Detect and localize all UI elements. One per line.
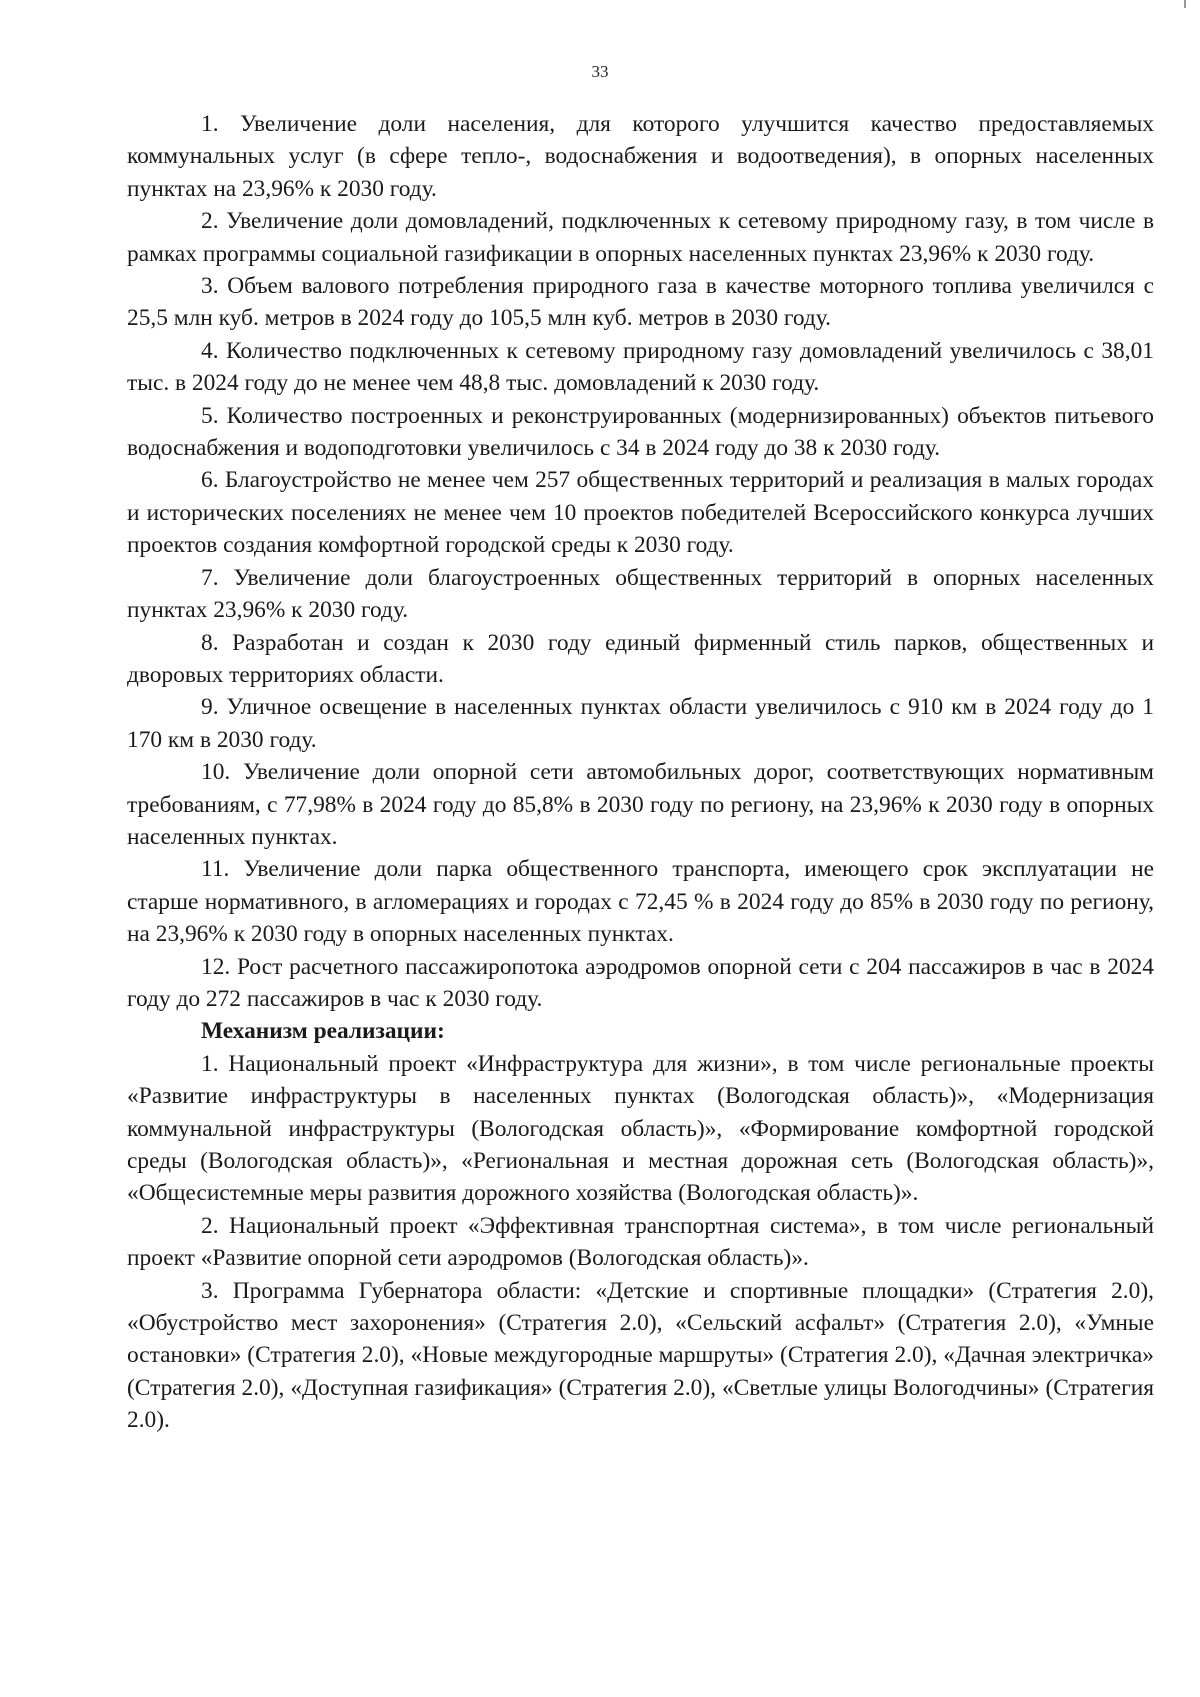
mechanism-paragraph-2: 2. Национальный проект «Эффективная транспортная система», в том числе региональный проект «Развитие опорной сети аэродромов (Вологодская область)».	[127, 1212, 1154, 1272]
mechanism-paragraph-3: 3. Программа Губернатора области: «Детские и спортивные площадки» (Стратегия 2.0), «Обустройство мест захоронения» (Стратегия 2.0), «Сельский асфальт» (Стратегия 2.0), «Умные остановки» (Стратегия 2.0), «Новые междугородные маршруты» (Стратегия 2.0), «Дачная электричка» (Стратегия 2.0), «Доступная газификация» (Стратегия 2.0), «Светлые улицы Вологодчины» (Стратегия 2.0).	[127, 1277, 1154, 1434]
outcome-paragraph-1: 1. Увеличение доли населения, для которого улучшится качество предоставляемых коммунальных услуг (в сфере тепло-, водоснабжения и водоотведения), в опорных населенных пунктах на 23,96% к 2030 году.	[127, 111, 1154, 202]
outcome-paragraph-6: 6. Благоустройство не менее чем 257 общественных территорий и реализация в малых городах и исторических поселениях не менее чем 10 проектов победителей Всероссийского конкурса лучших проектов создания комфортной городской среды к 2030 году.	[127, 467, 1154, 559]
document-body	[127, 108, 1154, 1437]
section-heading-mechanism: Механизм реализации:	[201, 1018, 445, 1045]
outcome-paragraph-12: 12. Рост расчетного пассажиропотока аэродромов опорной сети с 204 пассажиров в час в 2024 году до 272 пассажиров в час к 2030 году.	[127, 953, 1154, 1012]
scan-artifact-mark	[1184, 0, 1186, 8]
outcome-paragraph-8: 8. Разработан и создан к 2030 году единый фирменный стиль парков, общественных и дворовых территориях области.	[127, 629, 1154, 688]
outcome-paragraph-3: 3. Объем валового потребления природного газа в качестве моторного топлива увеличился с 25,5 млн куб. метров в 2024 году до 105,5 млн куб. метров в 2030 году.	[127, 273, 1154, 332]
outcome-paragraph-9: 9. Уличное освещение в населенных пунктах области увеличилось с 910 км в 2024 году до 1 170 км в 2030 году.	[127, 694, 1154, 753]
outcome-paragraph-10: 10. Увеличение доли опорной сети автомобильных дорог, соответствующих нормативным требованиям, с 77,98% в 2024 году до 85,8% в 2030 году по региону, на 23,96% к 2030 году в опорных населенных пунктах.	[127, 759, 1154, 850]
mechanism-paragraph-1: 1. Национальный проект «Инфраструктура для жизни», в том числе региональные проекты «Развитие инфраструктуры в населенных пунктах (Вологодская область)», «Модернизация коммунальной инфраструктуры (Вологодская область)», «Формирование комфортной городской среды (Вологодская область)», «Региональная и местная дорожная сеть (Вологодская область)», «Общесистемные меры развития дорожного хозяйства (Вологодская область)».	[127, 1050, 1154, 1207]
page-number: 33	[591, 62, 609, 81]
outcome-paragraph-4: 4. Количество подключенных к сетевому природному газу домовладений увеличилось с 38,01 тыс. в 2024 году до не менее чем 48,8 тыс. домовладений к 2030 году.	[127, 337, 1154, 397]
outcome-paragraph-2: 2. Увеличение доли домовладений, подключенных к сетевому природному газу, в том числе в рамках программы социальной газификации в опорных населенных пунктах 23,96% к 2030 году.	[127, 208, 1154, 267]
outcome-paragraph-5: 5. Количество построенных и реконструированных (модернизированных) объектов питьевого водоснабжения и водоподготовки увеличилось с 34 в 2024 году до 38 к 2030 году.	[127, 402, 1154, 462]
outcome-paragraph-11: 11. Увеличение доли парка общественного транспорта, имеющего срок эксплуатации не старше нормативного, в агломерациях и городах с 72,45 % в 2024 году до 85% в 2030 году по региону, на 23,96% к 2030 году в опорных населенных пунктах.	[127, 856, 1154, 948]
outcome-paragraph-7: 7. Увеличение доли благоустроенных общественных территорий в опорных населенных пунктах 23,96% к 2030 году.	[127, 564, 1154, 624]
